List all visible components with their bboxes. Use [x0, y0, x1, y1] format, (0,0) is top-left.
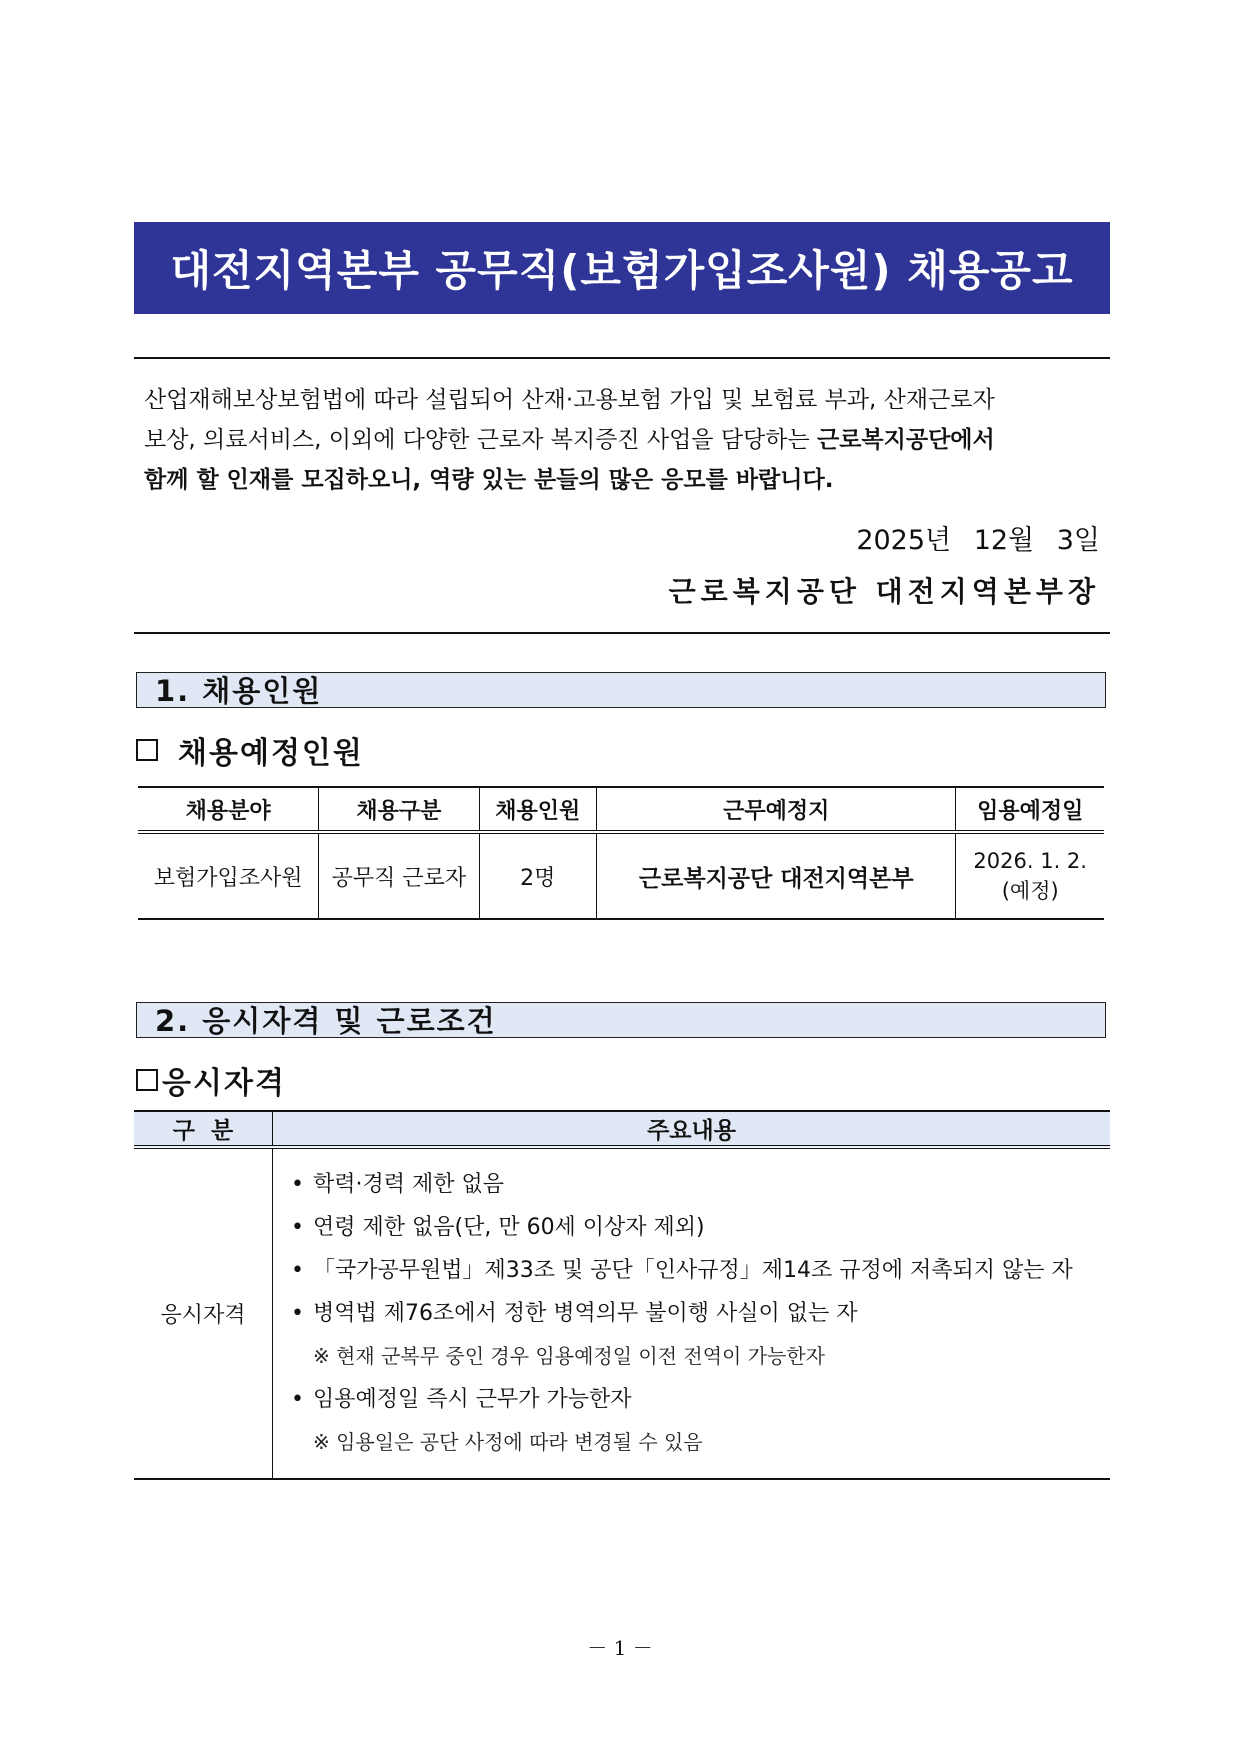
- signer: 근로복지공단 대전지역본부장: [668, 575, 1100, 608]
- divider-top: [134, 357, 1110, 359]
- announcement-date: 2025년 12월 3일: [856, 525, 1100, 556]
- intro-line-3: 함께 할 인재를 모집하오니, 역량 있는 분들의 많은 응모를 바랍니다.: [144, 467, 834, 493]
- checkbox-square-icon: [136, 1069, 158, 1091]
- section-1-heading: 1. 채용인원: [136, 672, 1106, 708]
- qualification-list: [273, 1149, 1110, 1478]
- section-2-subheading-text: 응시자격: [162, 1066, 286, 1101]
- qualification-table: [134, 1110, 1110, 1480]
- col-header-category: 구 분: [134, 1111, 273, 1147]
- section-2-subheading: [136, 1058, 286, 1102]
- col-header-count: 채용인원: [479, 787, 597, 832]
- bullet-icon: •: [291, 1172, 304, 1197]
- col-header-location: 근무예정지: [597, 787, 956, 832]
- section-1-subheading: [136, 728, 364, 772]
- list-item: [291, 1292, 1110, 1335]
- row-label: 응시자격: [134, 1147, 273, 1479]
- cell-count: 2명: [479, 832, 597, 919]
- list-item-text: 병역법 제76조에서 정한 병역의무 불이행 사실이 없는 자: [313, 1301, 858, 1326]
- bullet-icon: •: [291, 1387, 304, 1412]
- list-item: [291, 1378, 1110, 1421]
- note-text: ※ 현재 군복무 중인 경우 임용예정일 이전 전역이 가능한자: [313, 1344, 825, 1368]
- cell-date: [956, 832, 1104, 919]
- page-number: － 1 －: [587, 1636, 653, 1660]
- cell-date-line-2: (예정): [1001, 879, 1059, 903]
- intro-line-1: 산업재해보상보험법에 따라 설립되어 산재·고용보험 가입 및 보험료 부과, 산재근로자: [144, 387, 995, 413]
- bullet-icon: •: [291, 1301, 304, 1326]
- intro-paragraph: [144, 380, 1100, 500]
- list-item: [291, 1249, 1110, 1292]
- section-2-heading: 2. 응시자격 및 근로조건: [136, 1002, 1106, 1038]
- recruitment-table: [138, 786, 1104, 920]
- list-item-text: 「국가공무원법」제33조 및 공단「인사규정」제14조 규정에 저촉되지 않는 자: [313, 1258, 1073, 1283]
- list-item-text: 임용예정일 즉시 근무가 가능한자: [313, 1387, 632, 1412]
- page-title: 대전지역본부 공무직(보험가입조사원) 채용공고: [134, 222, 1110, 314]
- table-row: [138, 832, 1104, 919]
- list-item: [291, 1206, 1110, 1249]
- cell-type: 공무직 근로자: [319, 832, 479, 919]
- list-note: [291, 1421, 1110, 1464]
- content-cell: [273, 1147, 1111, 1479]
- bullet-icon: •: [291, 1215, 304, 1240]
- list-item-text: 학력·경력 제한 없음: [313, 1172, 504, 1197]
- list-item-text: 연령 제한 없음(단, 만 60세 이상자 제외): [313, 1215, 705, 1240]
- divider-bottom: [134, 632, 1110, 634]
- bullet-icon: •: [291, 1258, 304, 1283]
- checkbox-square-icon: [136, 739, 158, 761]
- list-item: [291, 1163, 1110, 1206]
- table-row: [134, 1147, 1110, 1479]
- cell-date-line-1: 2026. 1. 2.: [973, 849, 1087, 873]
- intro-line-2-bold: 근로복지공단에서: [817, 427, 995, 453]
- cell-field: 보험가입조사원: [138, 832, 319, 919]
- note-text: ※ 임용일은 공단 사정에 따라 변경될 수 있음: [313, 1430, 703, 1454]
- intro-line-2-text: 보상, 의료서비스, 이외에 다양한 근로자 복지증진 사업을 담당하는: [144, 427, 817, 453]
- col-header-date: 임용예정일: [956, 787, 1104, 832]
- list-note: [291, 1335, 1110, 1378]
- intro-line-2: [144, 420, 1100, 460]
- col-header-type: 채용구분: [319, 787, 479, 832]
- col-header-content: 주요내용: [273, 1111, 1111, 1147]
- col-header-field: 채용분야: [138, 787, 319, 832]
- cell-location: 근로복지공단 대전지역본부: [597, 832, 956, 919]
- section-1-subheading-text: 채용예정인원: [178, 736, 364, 771]
